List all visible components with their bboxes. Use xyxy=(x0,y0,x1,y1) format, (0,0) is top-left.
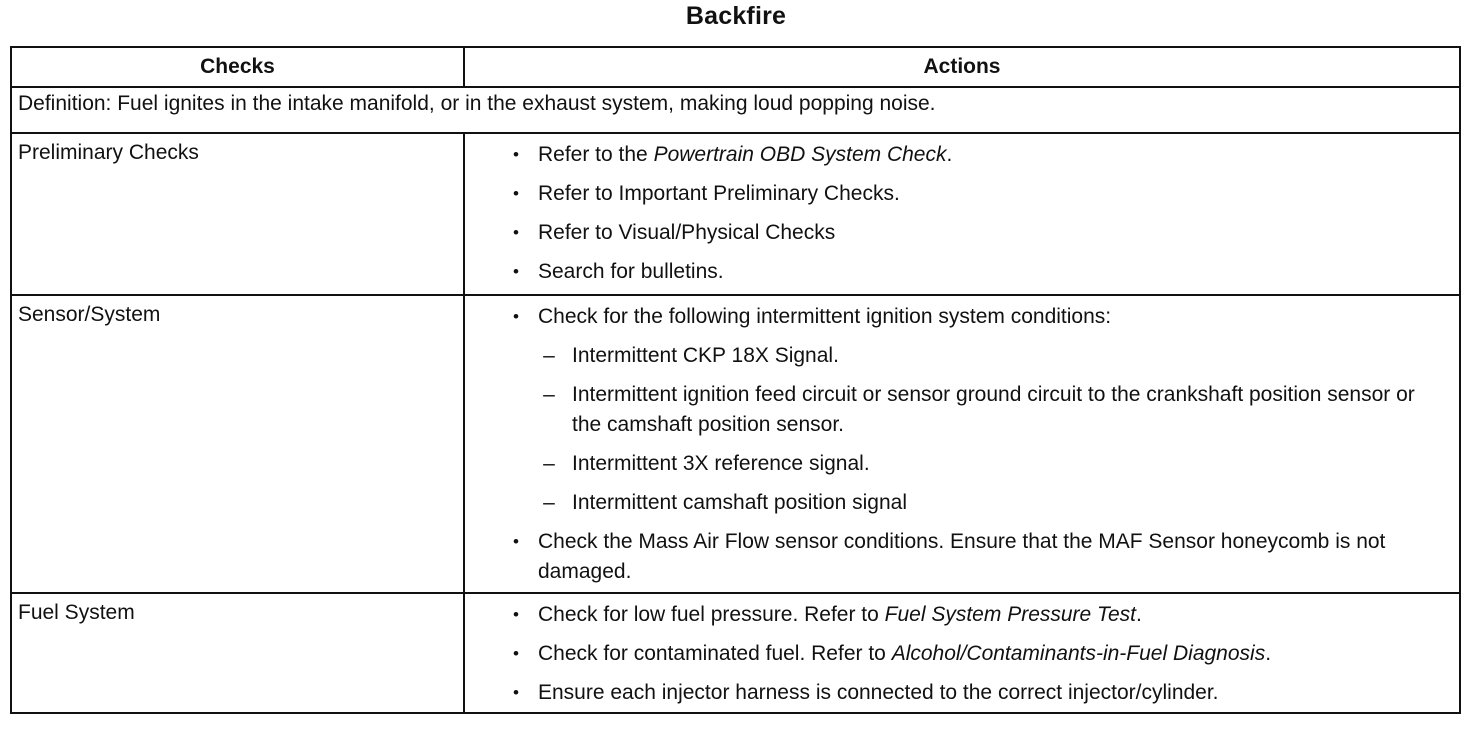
check-cell: Preliminary Checks xyxy=(11,133,464,295)
actions-cell xyxy=(464,295,1460,593)
header-row xyxy=(11,47,1460,87)
action-item: • Refer to Visual/Physical Checks xyxy=(465,218,1449,248)
dash-icon: – xyxy=(543,452,555,475)
bullet-icon: • xyxy=(513,307,519,326)
dash-icon: – xyxy=(543,491,555,514)
action-item: • Refer to the Powertrain OBD System Check. xyxy=(465,140,1449,170)
sub-action-item: – Intermittent ignition feed circuit or sensor ground circuit to the crankshaft position sensor or the camshaft position sensor. xyxy=(538,380,1449,440)
action-item: • Search for bulletins. xyxy=(465,257,1449,287)
dash-icon: – xyxy=(543,344,555,367)
document-title: Backfire xyxy=(685,2,787,30)
action-list xyxy=(465,302,1449,587)
check-cell: Fuel System xyxy=(11,593,464,713)
actions-cell xyxy=(464,593,1460,713)
check-cell: Sensor/System xyxy=(11,295,464,593)
bullet-icon: • xyxy=(513,605,519,624)
sub-action-list xyxy=(538,341,1449,518)
actions-column-header: Actions xyxy=(464,47,1460,87)
dash-icon: – xyxy=(543,383,555,406)
definition-row xyxy=(11,87,1460,133)
bullet-icon: • xyxy=(513,644,519,663)
actions-cell xyxy=(464,133,1460,295)
bullet-icon: • xyxy=(513,532,519,551)
bullet-icon: • xyxy=(513,145,519,164)
action-item: • Ensure each injector harness is connected to the correct injector/cylinder. xyxy=(465,678,1449,708)
diagnostic-table xyxy=(10,46,1461,714)
sub-action-item: – Intermittent CKP 18X Signal. xyxy=(538,341,1449,371)
sub-action-item: – Intermittent camshaft position signal xyxy=(538,488,1449,518)
action-list xyxy=(465,600,1449,708)
bullet-icon: • xyxy=(513,184,519,203)
table-row xyxy=(11,593,1460,713)
bullet-icon: • xyxy=(513,262,519,281)
table-row xyxy=(11,133,1460,295)
action-item: • Check for the following intermittent ignition system conditions: – Intermittent CKP 18X Signal. – Intermittent ignition feed circuit or sensor ground circuit to the crankshaft position sensor or the camshaft position sensor. – Intermittent 3X reference signal. – Intermittent camshaft position signal xyxy=(465,302,1449,518)
action-item: • Check for low fuel pressure. Refer to Fuel System Pressure Test. xyxy=(465,600,1449,630)
definition-text: Definition: Fuel ignites in the intake manifold, or in the exhaust system, making loud popping noise. xyxy=(11,87,1460,133)
table-row xyxy=(11,295,1460,593)
action-item: • Check for contaminated fuel. Refer to Alcohol/Contaminants-in-Fuel Diagnosis. xyxy=(465,639,1449,669)
action-item: • Refer to Important Preliminary Checks. xyxy=(465,179,1449,209)
sub-action-item: – Intermittent 3X reference signal. xyxy=(538,449,1449,479)
bullet-icon: • xyxy=(513,223,519,242)
checks-column-header: Checks xyxy=(11,47,464,87)
action-list xyxy=(465,140,1449,287)
action-item: • Check the Mass Air Flow sensor conditions. Ensure that the MAF Sensor honeycomb is not damaged. xyxy=(465,527,1449,587)
bullet-icon: • xyxy=(513,683,519,702)
